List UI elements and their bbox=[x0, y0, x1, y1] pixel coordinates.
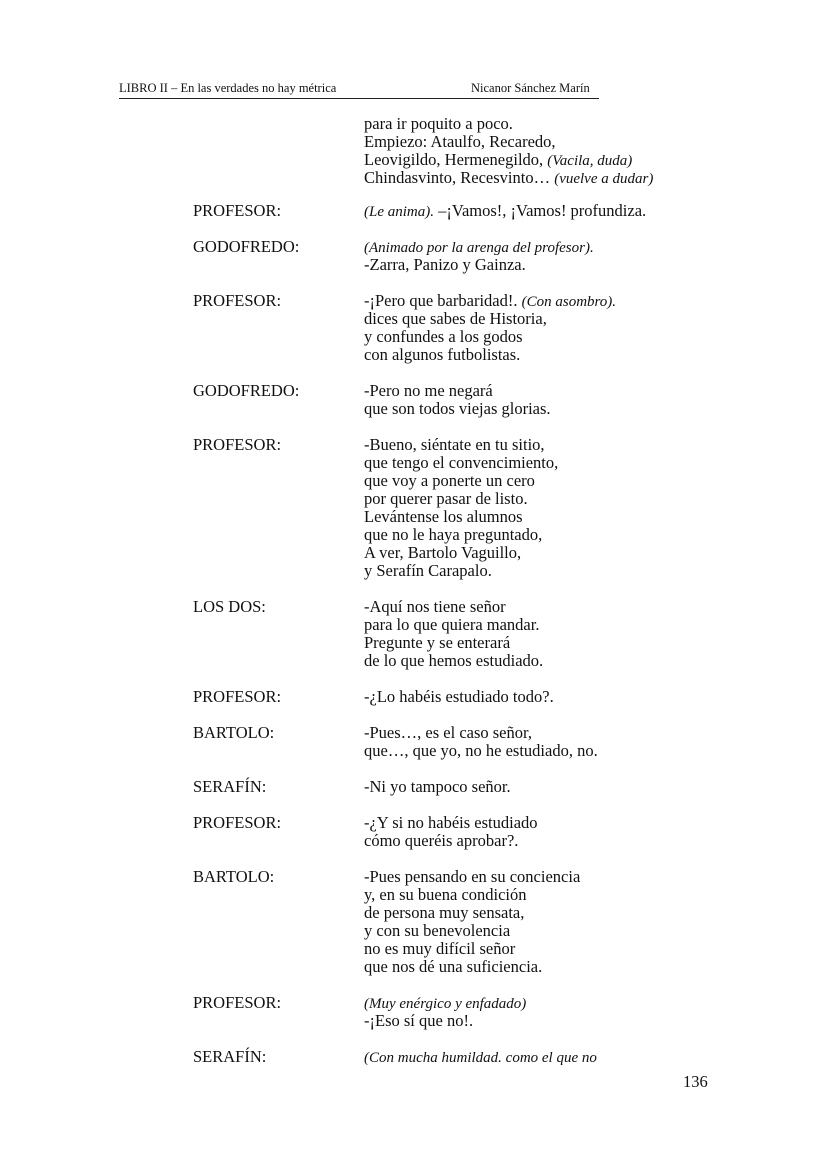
verse-text: no es muy difícil señor bbox=[364, 939, 516, 958]
verse-lines bbox=[364, 994, 526, 1030]
verse-text: que…, que yo, no he estudiado, no. bbox=[364, 741, 598, 760]
running-header bbox=[119, 80, 599, 99]
verse-text: para ir poquito a poco. bbox=[364, 114, 513, 133]
verse-text: -Bueno, siéntate en tu sitio, bbox=[364, 435, 545, 454]
verse-line bbox=[364, 940, 580, 958]
speaker-name: PROFESOR: bbox=[193, 435, 282, 454]
header-author: Nicanor Sánchez Marín bbox=[471, 81, 590, 95]
stage-direction: (Con mucha humildad. como el que no bbox=[364, 1050, 597, 1066]
speaker-name: LOS DOS: bbox=[193, 597, 266, 616]
verse-text: Empiezo: Ataulfo, Recaredo, bbox=[364, 132, 556, 151]
verse-text: dices que sabes de Historia, bbox=[364, 309, 547, 328]
stage-direction: (Con asombro). bbox=[521, 294, 617, 310]
verse-line bbox=[364, 169, 653, 187]
verse-line bbox=[364, 310, 616, 328]
verse-line bbox=[364, 724, 598, 742]
stage-direction: (Animado por la arenga del profesor). bbox=[364, 240, 594, 256]
verse-lines bbox=[364, 724, 598, 760]
verse-line bbox=[364, 886, 580, 904]
speaker-name: GODOFREDO: bbox=[193, 237, 300, 256]
verse-line bbox=[364, 688, 554, 706]
speaker-name: PROFESOR: bbox=[193, 993, 282, 1012]
verse-line bbox=[364, 652, 543, 670]
stage-direction: (vuelve a dudar) bbox=[554, 171, 654, 187]
verse-line bbox=[364, 454, 558, 472]
verse-text: Levántense los alumnos bbox=[364, 507, 523, 526]
verse-text: -Pues pensando en su conciencia bbox=[364, 867, 581, 886]
verse-line bbox=[364, 616, 543, 634]
verse-line bbox=[364, 994, 526, 1012]
verse-line bbox=[364, 238, 594, 256]
verse-line bbox=[364, 778, 511, 796]
verse-text: A ver, Bartolo Vaguillo, bbox=[364, 543, 522, 562]
verse-text: Chindasvinto, Recesvinto… bbox=[364, 168, 555, 187]
verse-lines bbox=[364, 598, 543, 670]
verse-line bbox=[364, 436, 558, 454]
verse-text: cómo queréis aprobar?. bbox=[364, 831, 519, 850]
verse-text: Pregunte y se enterará bbox=[364, 633, 511, 652]
verse-text: y Serafín Carapalo. bbox=[364, 561, 492, 580]
verse-line bbox=[364, 115, 653, 133]
verse-text: que no le haya preguntado, bbox=[364, 525, 543, 544]
verse-text: -Aquí nos tiene señor bbox=[364, 597, 506, 616]
verse-line bbox=[364, 868, 580, 886]
verse-lines bbox=[364, 238, 594, 274]
verse-line bbox=[364, 1048, 597, 1066]
verse-line bbox=[364, 634, 543, 652]
verse-lines bbox=[364, 868, 580, 976]
verse-lines bbox=[364, 202, 646, 220]
verse-line bbox=[364, 151, 653, 169]
verse-line bbox=[364, 742, 598, 760]
verse-text: que son todos viejas glorias. bbox=[364, 399, 551, 418]
verse-lines bbox=[364, 382, 551, 418]
verse-lines bbox=[364, 292, 616, 364]
verse-line bbox=[364, 598, 543, 616]
verse-text: por querer pasar de listo. bbox=[364, 489, 528, 508]
verse-text: -¡Eso sí que no!. bbox=[364, 1011, 474, 1030]
verse-text: -¡Pero que barbaridad!. bbox=[364, 291, 522, 310]
stage-direction: (Vacila, duda) bbox=[547, 153, 633, 169]
verse-text: -¿Lo habéis estudiado todo?. bbox=[364, 687, 554, 706]
stage-direction: (Muy enérgico y enfadado) bbox=[364, 996, 527, 1012]
verse-lines bbox=[364, 115, 653, 187]
verse-line bbox=[364, 472, 558, 490]
speaker-name: SERAFÍN: bbox=[193, 1047, 267, 1066]
verse-line bbox=[364, 490, 558, 508]
verse-text: Leovigildo, Hermenegildo, bbox=[364, 150, 548, 169]
verse-text: -Zarra, Panizo y Gainza. bbox=[364, 255, 526, 274]
verse-line bbox=[364, 202, 646, 220]
verse-line bbox=[364, 562, 558, 580]
verse-line bbox=[364, 346, 616, 364]
speaker-name: BARTOLO: bbox=[193, 867, 275, 886]
verse-text: y, en su buena condición bbox=[364, 885, 527, 904]
verse-text: -Pero no me negará bbox=[364, 381, 493, 400]
verse-lines bbox=[364, 436, 558, 580]
verse-line bbox=[364, 904, 580, 922]
speaker-name: SERAFÍN: bbox=[193, 777, 267, 796]
verse-text: y con su benevolencia bbox=[364, 921, 511, 940]
verse-text: –¡Vamos!, ¡Vamos! profundiza. bbox=[434, 201, 647, 220]
verse-text: con algunos futbolistas. bbox=[364, 345, 521, 364]
verse-text: y confundes a los godos bbox=[364, 327, 523, 346]
verse-lines bbox=[364, 688, 554, 706]
verse-line bbox=[364, 832, 538, 850]
verse-text: que voy a ponerte un cero bbox=[364, 471, 535, 490]
stage-direction: (Le anima). bbox=[364, 204, 434, 220]
speaker-name: PROFESOR: bbox=[193, 291, 282, 310]
verse-text: -¿Y si no habéis estudiado bbox=[364, 813, 538, 832]
verse-line bbox=[364, 133, 653, 151]
speaker-name: PROFESOR: bbox=[193, 201, 282, 220]
verse-lines bbox=[364, 778, 511, 796]
verse-line bbox=[364, 328, 616, 346]
verse-line bbox=[364, 382, 551, 400]
speaker-name: GODOFREDO: bbox=[193, 381, 300, 400]
verse-line bbox=[364, 526, 558, 544]
speaker-name: BARTOLO: bbox=[193, 723, 275, 742]
verse-text: de persona muy sensata, bbox=[364, 903, 525, 922]
verse-line bbox=[364, 958, 580, 976]
verse-line bbox=[364, 814, 538, 832]
verse-lines bbox=[364, 814, 538, 850]
verse-line bbox=[364, 292, 616, 310]
page-number: 136 bbox=[683, 1072, 708, 1091]
verse-line bbox=[364, 544, 558, 562]
verse-lines bbox=[364, 1048, 597, 1066]
header-book-title: LIBRO II – En las verdades no hay métrica bbox=[119, 81, 337, 95]
verse-text: para lo que quiera mandar. bbox=[364, 615, 540, 634]
verse-text: -Ni yo tampoco señor. bbox=[364, 777, 511, 796]
verse-line bbox=[364, 400, 551, 418]
verse-line bbox=[364, 256, 594, 274]
verse-text: que tengo el convencimiento, bbox=[364, 453, 559, 472]
speaker-name: PROFESOR: bbox=[193, 813, 282, 832]
verse-text: de lo que hemos estudiado. bbox=[364, 651, 544, 670]
verse-text: que nos dé una suficiencia. bbox=[364, 957, 543, 976]
speaker-name: PROFESOR: bbox=[193, 687, 282, 706]
verse-line bbox=[364, 922, 580, 940]
verse-line bbox=[364, 508, 558, 526]
verse-line bbox=[364, 1012, 526, 1030]
verse-text: -Pues…, es el caso señor, bbox=[364, 723, 532, 742]
